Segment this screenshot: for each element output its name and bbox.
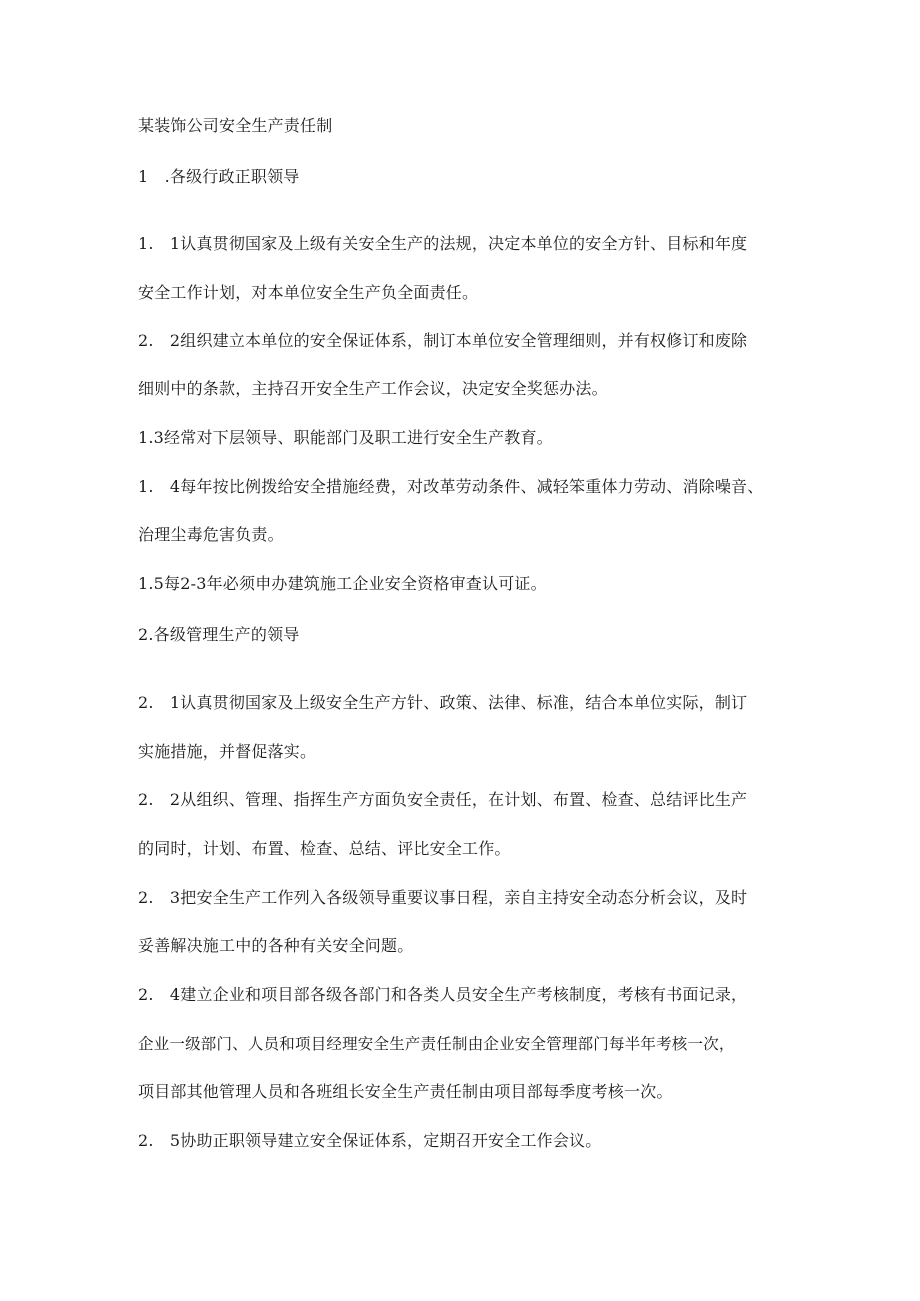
paragraph-line: 1. 4每年按比例拨给安全措施经费，对改革劳动条件、减轻笨重体力劳动、消除噪音、 <box>138 477 764 496</box>
paragraph-line: 实施措施，并督促落实。 <box>138 742 317 761</box>
section-heading-2: 2.各级管理生产的领导 <box>138 625 300 644</box>
paragraph-line: 项目部其他管理人员和各班组长安全生产责任制由项目部每季度考核一次。 <box>138 1082 673 1101</box>
paragraph-line: 的同时，计划、布置、检查、总结、评比安全工作。 <box>138 839 511 858</box>
paragraph-line: 妥善解决施工中的各种有关安全问题。 <box>138 936 414 955</box>
paragraph-line: 2. 2组织建立本单位的安全保证体系，制订本单位安全管理细则，并有权修订和废除 <box>138 331 748 350</box>
paragraph-line: 2. 1认真贯彻国家及上级安全生产方针、政策、法律、标准，结合本单位实际，制订 <box>138 693 748 712</box>
paragraph-line: 治理尘毒危害负责。 <box>138 525 284 544</box>
paragraph-line: 2. 2从组织、管理、指挥生产方面负安全责任，在计划、布置、检查、总结评比生产 <box>138 790 748 809</box>
paragraph-line: 1.5每2-3年必须申办建筑施工企业安全资格审查认可证。 <box>138 574 547 593</box>
paragraph-line: 2. 3把安全生产工作列入各级领导重要议事日程，亲自主持安全动态分析会议，及时 <box>138 888 748 907</box>
paragraph-line: 1. 1认真贯彻国家及上级有关安全生产的法规，决定本单位的安全方针、目标和年度 <box>138 234 748 253</box>
paragraph-line: 1.3经常对下层领导、职能部门及职工进行安全生产教育。 <box>138 428 553 447</box>
paragraph-line: 细则中的条款，主持召开安全生产工作会议，决定安全奖惩办法。 <box>138 379 608 398</box>
section-heading-1: 1 .各级行政正职领导 <box>138 167 300 186</box>
paragraph-line: 2. 4建立企业和项目部各级各部门和各类人员安全生产考核制度，考核有书面记录， <box>138 985 748 1004</box>
paragraph-line: 企业一级部门、人员和项目经理安全生产责任制由企业安全管理部门每半年考核一次， <box>138 1035 735 1053</box>
paragraph-line: 2. 5协助正职领导建立安全保证体系，定期召开安全工作会议。 <box>138 1131 602 1150</box>
paragraph-line: 安全工作计划，对本单位安全生产负全面责任。 <box>138 283 479 302</box>
document-title: 某装饰公司安全生产责任制 <box>138 116 333 135</box>
